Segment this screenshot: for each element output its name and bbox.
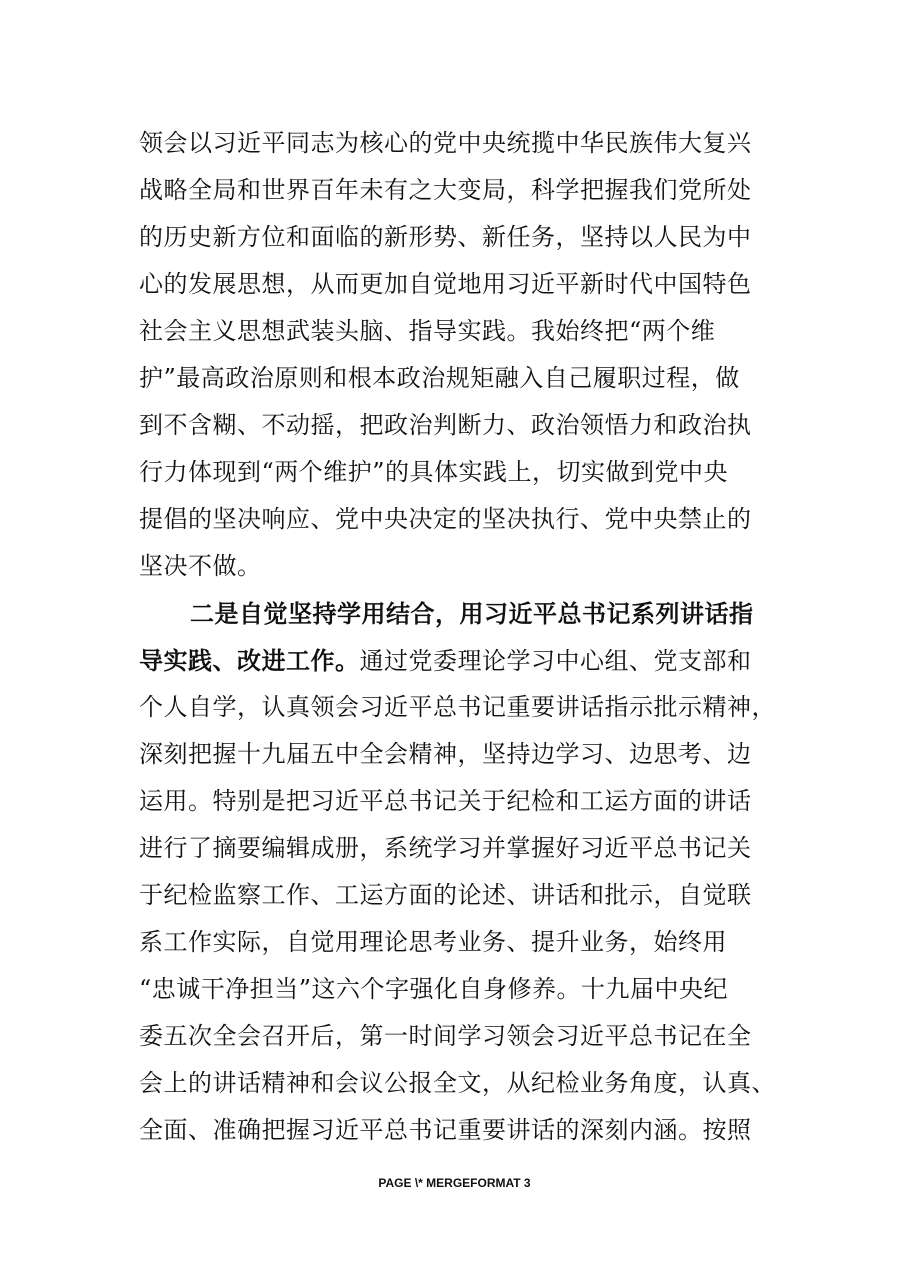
text-segment: 领会以习近平同志为核心的党中央统揽中华民族伟大复兴	[139, 129, 752, 157]
text-segment: 深刻把握十九届五中全会精神，坚持边学习、边思考、边	[139, 740, 752, 768]
text-line	[139, 214, 759, 261]
text-segment: 通过党委理论学习中心组、党支部和	[359, 647, 752, 675]
text-line	[139, 167, 759, 214]
text-line	[139, 966, 759, 1013]
text-line	[139, 1060, 776, 1107]
text-segment: 行力体现到“两个维护”的具体实践上，切实做到党中央	[139, 458, 729, 486]
text-segment: 坚决不做。	[139, 552, 262, 580]
text-segment: 提倡的坚决响应、党中央决定的坚决执行、党中央禁止的	[139, 505, 752, 533]
text-line	[139, 261, 759, 308]
text-segment: 个人自学，认真领会习近平总书记重要讲话指示批示精神，	[139, 693, 776, 721]
text-segment: 于纪检监察工作、工运方面的论述、讲话和批示，自觉联	[139, 881, 752, 909]
text-segment: 全面、准确把握习近平总书记重要讲话的深刻内涵。按照	[139, 1116, 752, 1144]
text-line	[190, 590, 810, 637]
text-segment: 会上的讲话精神和会议公报全文，从纪检业务角度，认真、	[139, 1069, 776, 1097]
text-segment: 到不含糊、不动摇，把政治判断力、政治领悟力和政治执	[139, 411, 752, 439]
text-segment: “忠诚干净担当”这六个字强化自身修养。十九届中央纪	[139, 975, 729, 1003]
text-line	[139, 778, 759, 825]
text-line	[139, 872, 759, 919]
bold-heading-segment: 二是自觉坚持学用结合，用习近平总书记系列讲话指	[190, 599, 754, 628]
text-segment: 战略全局和世界百年未有之大变局，科学把握我们党所处	[139, 176, 752, 204]
text-segment: 的历史新方位和面临的新形势、新任务，坚持以人民为中	[139, 223, 752, 251]
text-segment: 心的发展思想，从而更加自觉地用习近平新时代中国特色	[139, 270, 752, 298]
bold-heading-segment: 导实践、改进工作。	[139, 646, 360, 675]
text-line	[139, 1107, 759, 1154]
text-segment: 社会主义思想武装头脑、指导实践。我始终把“两个维	[139, 317, 716, 345]
text-segment: 护”最高政治原则和根本政治规矩融入自己履职过程，做	[139, 364, 740, 392]
text-segment: 委五次全会召开后，第一时间学习领会习近平总书记在全	[139, 1022, 752, 1050]
text-segment: 运用。特别是把习近平总书记关于纪检和工运方面的讲话	[139, 787, 752, 815]
text-line	[139, 120, 759, 167]
text-line	[139, 543, 759, 590]
text-line	[139, 402, 759, 449]
text-line	[139, 825, 759, 872]
text-line	[139, 355, 759, 402]
text-line	[139, 449, 759, 496]
text-line	[139, 731, 759, 778]
text-line	[139, 308, 759, 355]
page-footer: PAGE \* MERGEFORMAT 3	[378, 1176, 531, 1190]
text-line	[139, 637, 759, 684]
text-line	[139, 496, 759, 543]
text-line	[139, 684, 776, 731]
text-line	[139, 919, 759, 966]
text-segment: 进行了摘要编辑成册，系统学习并掌握好习近平总书记关	[139, 834, 752, 862]
text-segment: 系工作实际，自觉用理论思考业务、提升业务，始终用	[139, 928, 727, 956]
text-line	[139, 1013, 759, 1060]
